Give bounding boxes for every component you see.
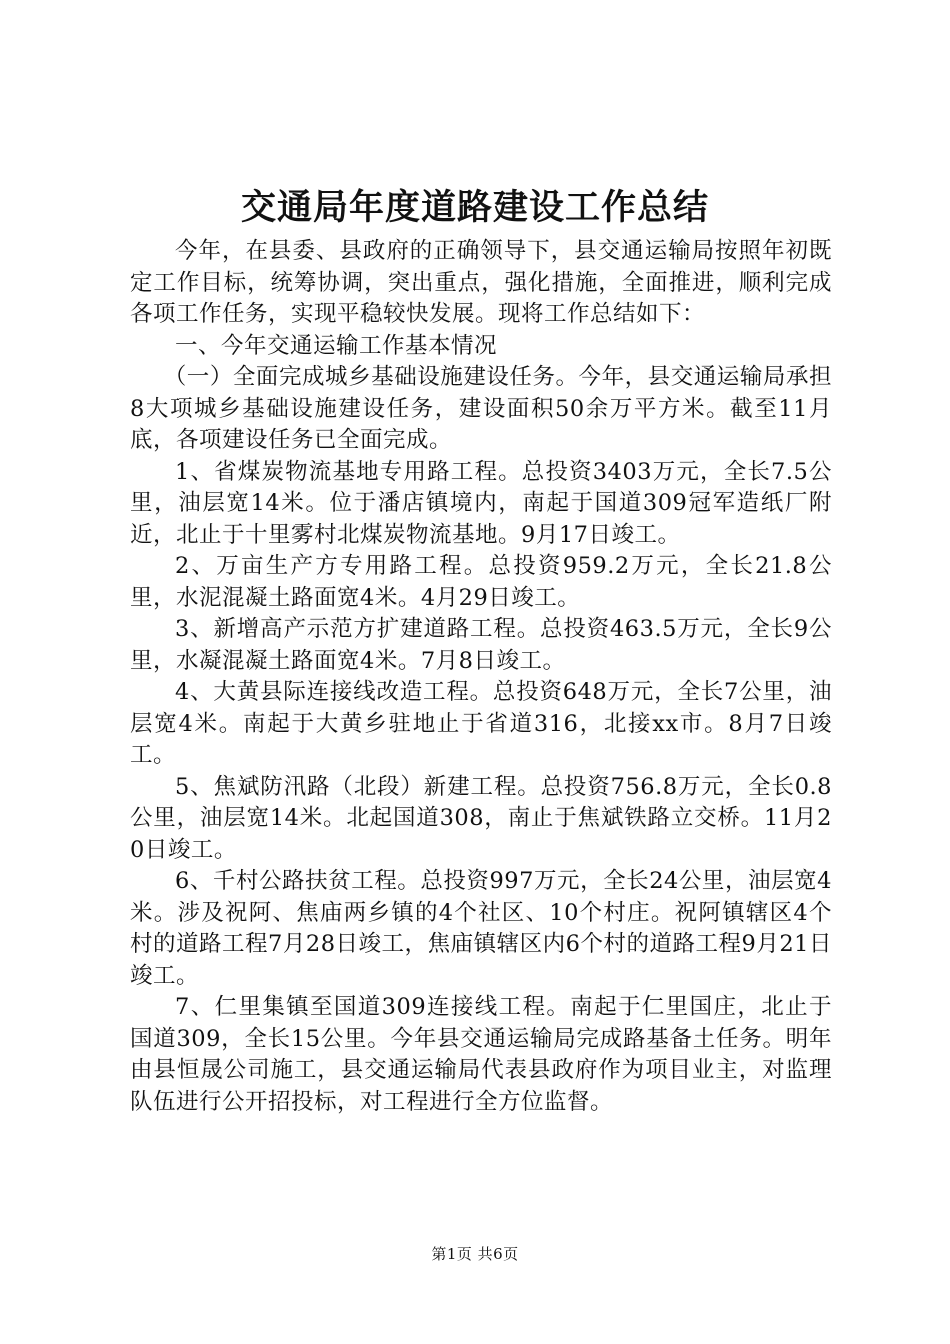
project-item-5: 5、焦斌防汛路（北段）新建工程。总投资756.8万元，全长0.8公里，油层宽14米。北起国道308，南止于焦斌铁路立交桥。11月20日竣工。 <box>130 773 832 863</box>
section-heading: 一、今年交通运输工作基本情况 <box>175 332 498 359</box>
project-item-3: 3、新增高产示范方扩建道路工程。总投资463.5万元，全长9公里，水凝混凝土路面宽4米。7月8日竣工。 <box>130 616 832 674</box>
project-item-4: 4、大黄县际连接线改造工程。总投资648万元，全长7公里，油层宽4米。南起于大黄乡驻地止于省道316，北接xx市。8月7日竣工。 <box>130 679 832 768</box>
document-title: 交通局年度道路建设工作总结 <box>240 188 709 228</box>
project-item-6: 6、千村公路扶贫工程。总投资997万元，全长24公里，油层宽4米。涉及祝阿、焦庙两乡镇的4个社区、10个村庄。祝阿镇辖区4个村的道路工程7月28日竣工，焦庙镇辖区内6个村的道路工程9月21日竣工。 <box>130 868 832 989</box>
project-item-1: 1、省煤炭物流基地专用路工程。总投资3403万元，全长7.5公里，油层宽14米。位于潘店镇境内，南起于国道309冠军造纸厂附近，北止于十里雾村北煤炭物流基地。9月17日竣工。 <box>130 458 832 548</box>
project-item-7: 7、仁里集镇至国道309连接线工程。南起于仁里国庄，北止于国道309，全长15公里。今年县交通运输局完成路基备土任务。明年由县恒晟公司施工，县交通运输局代表县政府作为项目业主，对监理队伍进行公开招投标，对工程进行全方位监督。 <box>130 994 832 1115</box>
project-item-2: 2、万亩生产方专用路工程。总投资959.2万元，全长21.8公里，水泥混凝土路面宽4米。4月29日竣工。 <box>130 553 832 611</box>
subsection-paragraph: （一）全面完成城乡基础设施建设任务。今年，县交通运输局承担8大项城乡基础设施建设任务，建设面积50余万平方米。截至11月底，各项建设任务已全面完成。 <box>130 364 832 453</box>
intro-paragraph: 今年，在县委、县政府的正确领导下，县交通运输局按照年初既定工作目标，统筹协调，突出重点，强化措施，全面推进，顺利完成各项工作任务，实现平稳较快发展。现将工作总结如下： <box>130 238 832 327</box>
document-body <box>130 236 832 1118</box>
page-footer: 第1页 共6页 <box>431 1245 519 1263</box>
